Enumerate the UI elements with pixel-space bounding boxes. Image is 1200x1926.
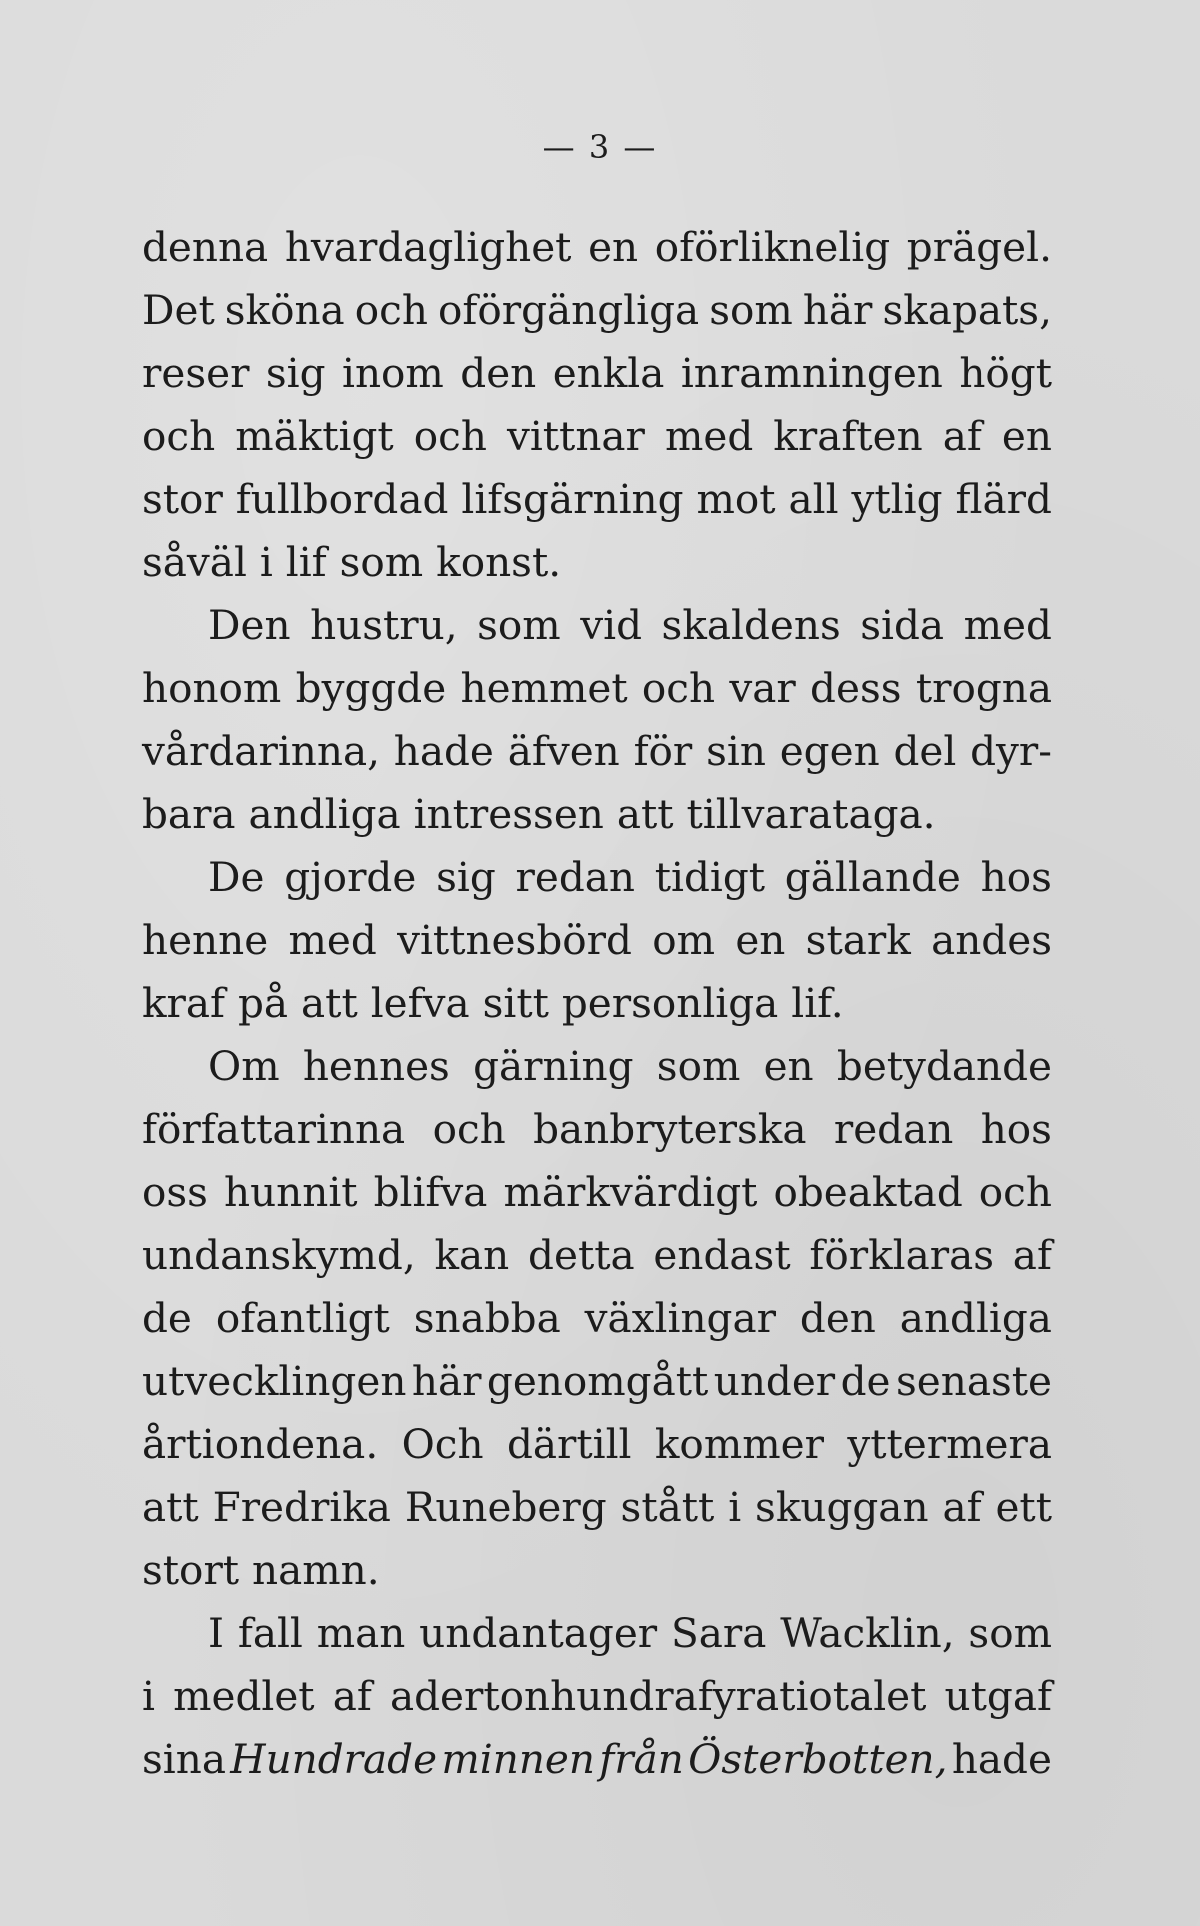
word: de	[840, 1357, 891, 1405]
word: vittnar	[506, 412, 645, 460]
word: skuggan	[755, 1483, 929, 1531]
word: andliga	[248, 790, 401, 838]
word: stark	[805, 916, 911, 964]
word: högt	[959, 349, 1052, 397]
word: byggde	[295, 664, 447, 712]
word: af	[332, 1672, 372, 1720]
text-line	[142, 1665, 1052, 1728]
word: att	[142, 1483, 199, 1531]
word: detta	[528, 1231, 635, 1279]
word: Fredrika	[212, 1483, 391, 1531]
word: den	[799, 1294, 876, 1342]
word: enkla	[552, 349, 665, 397]
word: Och	[401, 1420, 484, 1468]
word: sina	[142, 1735, 226, 1783]
word: medlet	[173, 1672, 315, 1720]
word: äfven	[507, 727, 620, 775]
text-line	[142, 216, 1052, 279]
word: mäktigt	[235, 412, 394, 460]
word: personliga	[561, 979, 779, 1027]
word: andes	[931, 916, 1052, 964]
word: att	[616, 790, 674, 838]
word: som	[968, 1609, 1052, 1657]
text-line	[142, 405, 1052, 468]
word: hade	[951, 1735, 1052, 1783]
word: genomgått	[486, 1357, 709, 1405]
word: inramningen	[680, 349, 943, 397]
text-line	[142, 783, 1052, 846]
text-line	[142, 1035, 1052, 1098]
word: hade	[393, 727, 494, 775]
word: af	[942, 1483, 982, 1531]
text-line	[142, 1224, 1052, 1287]
word: Om	[208, 1042, 280, 1090]
word: med	[288, 916, 377, 964]
word: och	[432, 1105, 506, 1153]
word: kraften	[773, 412, 923, 460]
word: lefva	[370, 979, 470, 1027]
text-line	[142, 1476, 1052, 1539]
word: hos	[980, 853, 1052, 901]
word: i	[142, 1672, 155, 1720]
word: konst.	[436, 538, 562, 586]
word: med	[664, 412, 754, 460]
word: därtill	[506, 1420, 632, 1468]
text-line	[142, 846, 1052, 909]
page-number: — 3 —	[542, 128, 658, 166]
word: som	[656, 1042, 741, 1090]
text-line	[142, 720, 1052, 783]
text-line	[142, 1350, 1052, 1413]
word: och	[354, 286, 428, 334]
word: honom	[142, 664, 282, 712]
word: Sara	[671, 1609, 767, 1657]
word: vårdarinna,	[142, 727, 380, 775]
text-line	[142, 1098, 1052, 1161]
word: och	[978, 1168, 1052, 1216]
word: andliga	[899, 1294, 1052, 1342]
word: med	[963, 601, 1052, 649]
word: i	[259, 538, 273, 586]
word: hvardaglighet	[284, 223, 572, 271]
word: trogna	[915, 664, 1052, 712]
word: kraf	[142, 979, 226, 1027]
word: växlingar	[584, 1294, 776, 1342]
word: märkvärdigt	[503, 1168, 758, 1216]
word: undanskymd,	[142, 1231, 416, 1279]
word: af	[1012, 1231, 1052, 1279]
word: blifva	[373, 1168, 488, 1216]
word: och	[413, 412, 487, 460]
word: Wacklin,	[780, 1609, 955, 1657]
word: oförliknelig	[654, 223, 891, 271]
word: Runeberg	[404, 1483, 607, 1531]
word: sig	[265, 349, 326, 397]
word: obeaktad	[773, 1168, 963, 1216]
word: här	[802, 286, 873, 334]
word: skapats,	[882, 286, 1052, 334]
word: för	[633, 727, 693, 775]
word: årtiondena.	[142, 1420, 379, 1468]
word: ytlig	[851, 475, 943, 523]
word: kan	[434, 1231, 510, 1279]
word: intressen	[413, 790, 604, 838]
word: sitt	[482, 979, 549, 1027]
word: redan	[515, 853, 635, 901]
word: lifsgärning	[461, 475, 684, 523]
word: denna	[142, 223, 269, 271]
word: senaste	[895, 1357, 1052, 1405]
word: förklaras	[809, 1231, 995, 1279]
word: minnen	[441, 1735, 595, 1783]
word: oförgängliga	[437, 286, 700, 334]
word: banbryterska	[533, 1105, 807, 1153]
word: fall	[237, 1609, 303, 1657]
text-line	[142, 1602, 1052, 1665]
word: stort	[142, 1546, 240, 1594]
word: som	[477, 601, 561, 649]
word: den	[460, 349, 537, 397]
word: del	[893, 727, 957, 775]
word: hemmet	[460, 664, 628, 712]
word: Den	[208, 601, 291, 649]
word: här	[411, 1357, 482, 1405]
word: all	[788, 475, 839, 523]
text-line	[142, 1728, 1052, 1791]
word: egen	[779, 727, 880, 775]
word: af	[942, 412, 982, 460]
word: gärning	[473, 1042, 634, 1090]
word: snabba	[413, 1294, 561, 1342]
word: sköna	[224, 286, 345, 334]
word: Hundrade	[230, 1735, 438, 1783]
word: och	[641, 664, 716, 712]
word: ett	[995, 1483, 1052, 1531]
word: sig	[436, 853, 496, 901]
word: gällande	[784, 853, 961, 901]
word: utvecklingen	[142, 1357, 407, 1405]
word: man	[316, 1609, 406, 1657]
word: endast	[653, 1231, 791, 1279]
text-line	[142, 468, 1052, 531]
word: hunnit	[223, 1168, 358, 1216]
word: reser	[142, 349, 250, 397]
word: betydande	[836, 1042, 1052, 1090]
word: vittnesbörd	[397, 916, 632, 964]
word: mot	[696, 475, 776, 523]
word: hustru,	[310, 601, 458, 649]
word: stått	[620, 1483, 715, 1531]
word: redan	[833, 1105, 954, 1153]
word: dyr-	[970, 727, 1052, 775]
text-line	[142, 594, 1052, 657]
word: hennes	[302, 1042, 450, 1090]
word: lif.	[791, 979, 844, 1027]
word: adertonhundrafyratiotalet	[389, 1672, 927, 1720]
word: och	[142, 412, 216, 460]
word: Österbotten,	[688, 1735, 948, 1783]
word: en	[1001, 412, 1052, 460]
word: lif	[285, 538, 327, 586]
word: sida	[860, 601, 945, 649]
word: hos	[980, 1105, 1052, 1153]
word: de	[142, 1294, 192, 1342]
text-line	[142, 531, 1052, 594]
word: tillvarataga.	[686, 790, 936, 838]
word: undantager	[419, 1609, 658, 1657]
text-line	[142, 657, 1052, 720]
word: inom	[342, 349, 444, 397]
word: utgaf	[944, 1672, 1052, 1720]
word: tidigt	[654, 853, 766, 901]
word: att	[301, 979, 358, 1027]
word: en	[735, 916, 786, 964]
word: i	[728, 1483, 742, 1531]
text-line	[142, 1161, 1052, 1224]
word: henne	[142, 916, 269, 964]
word: en	[588, 223, 639, 271]
word: De	[208, 853, 265, 901]
text-line	[142, 909, 1052, 972]
word: var	[729, 664, 796, 712]
word: författarinna	[142, 1105, 406, 1153]
word: bara	[142, 790, 236, 838]
word: som	[709, 286, 793, 334]
word: oss	[142, 1168, 208, 1216]
word: stor	[142, 475, 223, 523]
word: från	[599, 1735, 684, 1783]
word: en	[763, 1042, 814, 1090]
word: I	[208, 1609, 224, 1657]
word: såväl	[142, 538, 247, 586]
word: om	[652, 916, 716, 964]
text-line	[142, 1539, 1052, 1602]
word: namn.	[252, 1546, 380, 1594]
word: ofantligt	[215, 1294, 390, 1342]
word: sin	[706, 727, 766, 775]
word: på	[238, 979, 289, 1027]
word: kommer	[654, 1420, 824, 1468]
word: dess	[810, 664, 902, 712]
text-line	[142, 279, 1052, 342]
text-line	[142, 1287, 1052, 1350]
word: fullbordad	[235, 475, 449, 523]
word: prägel.	[906, 223, 1052, 271]
text-line	[142, 1413, 1052, 1476]
text-line	[142, 342, 1052, 405]
word: flärd	[955, 475, 1052, 523]
word: Det	[142, 286, 215, 334]
word: yttermera	[847, 1420, 1052, 1468]
word: gjorde	[284, 853, 417, 901]
word: vid	[580, 601, 643, 649]
body-text	[142, 216, 1052, 1791]
word: under	[713, 1357, 836, 1405]
text-line	[142, 972, 1052, 1035]
word: skaldens	[661, 601, 841, 649]
word: som	[339, 538, 424, 586]
